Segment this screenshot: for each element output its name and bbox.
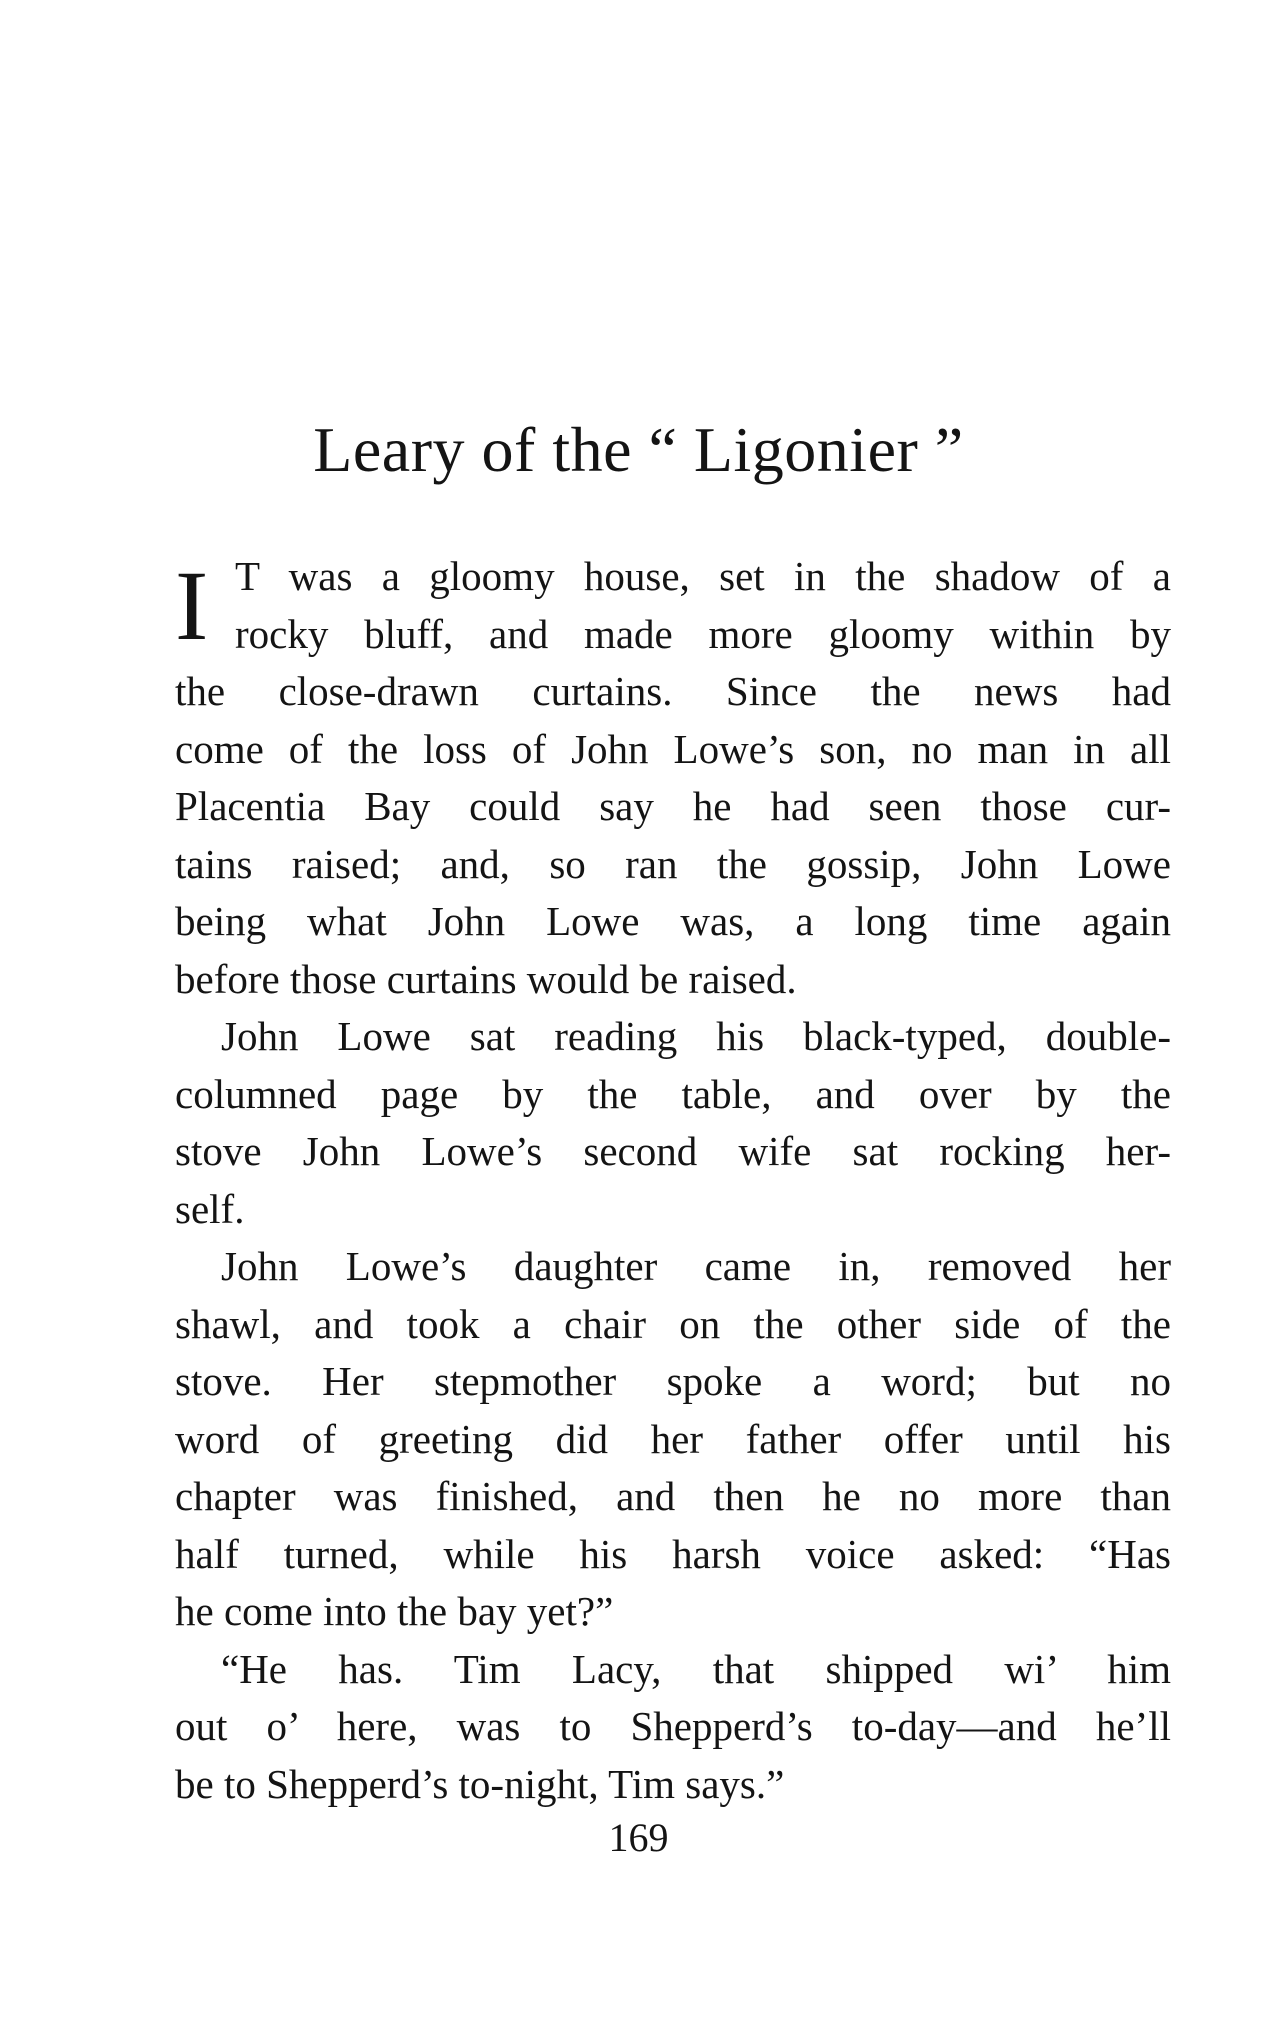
text-line-4: come of the loss of John Lowe’s son, no man in all	[175, 725, 1171, 772]
body-text	[175, 548, 1171, 1813]
text-line-20: “He has. Tim Lacy, that shipped wi’ him	[221, 1645, 1171, 1692]
text-line-18: half turned, while his harsh voice asked: “Has	[175, 1530, 1171, 1577]
text-line-17: chapter was finished, and then he no more than	[175, 1473, 1171, 1519]
text-line-11: stove John Lowe’s second wife sat rocking her-	[175, 1128, 1171, 1174]
text-line-5: Placentia Bay could say he had seen those cur-	[175, 783, 1171, 829]
text-line-22: be to Shepperd’s to-night, Tim says.”	[175, 1760, 785, 1807]
page-number: 169	[608, 1815, 669, 1860]
text-line-16: word of greeting did her father offer until his	[175, 1415, 1171, 1462]
text-line-7: being what John Lowe was, a long time again	[175, 898, 1171, 944]
text-line-14: shawl, and took a chair on the other side of the	[175, 1300, 1171, 1347]
text-line-12: self.	[175, 1185, 245, 1232]
text-line-10: columned page by the table, and over by the	[175, 1070, 1171, 1117]
text-line-8: before those curtains would be raised.	[175, 955, 797, 1002]
text-line-9: John Lowe sat reading his black-typed, double-	[221, 1013, 1171, 1059]
text-line-2: rocky bluff, and made more gloomy within by	[235, 610, 1171, 657]
chapter-title: Leary of the “ Ligonier ”	[313, 414, 964, 485]
drop-cap: I	[175, 550, 209, 661]
text-line-15: stove. Her stepmother spoke a word; but no	[175, 1358, 1171, 1404]
text-line-19: he come into the bay yet?”	[175, 1588, 614, 1634]
text-line-1-content: T was a gloomy house, set in the shadow of a	[235, 553, 1171, 599]
text-line-3: the close-drawn curtains. Since the news had	[175, 668, 1171, 714]
text-line-6: tains raised; and, so ran the gossip, John Lowe	[175, 840, 1171, 887]
text-line-13: John Lowe’s daughter came in, removed her	[221, 1243, 1171, 1289]
text-line-21: out o’ here, was to Shepperd’s to-day—and he’ll	[175, 1703, 1171, 1749]
